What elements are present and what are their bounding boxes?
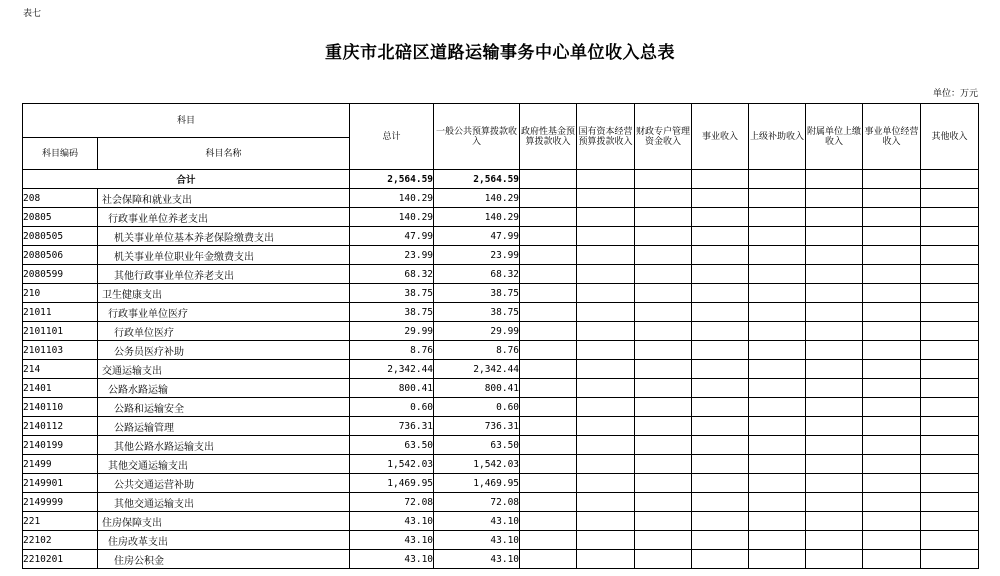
- total-cell: 38.75: [350, 284, 434, 303]
- table-row: [23, 474, 979, 493]
- empty-cell: [692, 265, 749, 284]
- general-budget-cell: 2,342.44: [434, 360, 520, 379]
- empty-cell: [520, 512, 577, 531]
- total-cell: 0.60: [350, 398, 434, 417]
- empty-cell: [692, 417, 749, 436]
- subject-name-cell: 公路水路运输: [98, 379, 350, 398]
- empty-cell: [863, 512, 921, 531]
- general-budget-cell: 43.10: [434, 531, 520, 550]
- empty-cell: [806, 455, 863, 474]
- empty-cell: [921, 322, 979, 341]
- empty-cell: [520, 550, 577, 569]
- empty-cell: [921, 417, 979, 436]
- empty-cell: [577, 284, 635, 303]
- total-cell: 43.10: [350, 531, 434, 550]
- empty-cell: [749, 360, 806, 379]
- unit-label: 单位：万元: [932, 89, 978, 99]
- general-budget-cell: 1,542.03: [434, 455, 520, 474]
- subject-name-cell: 其他交通运输支出: [98, 493, 350, 512]
- empty-cell: [806, 360, 863, 379]
- empty-cell: [749, 170, 806, 189]
- subject-name-cell: 机关事业单位基本养老保险缴费支出: [98, 227, 350, 246]
- empty-cell: [749, 531, 806, 550]
- empty-cell: [635, 436, 692, 455]
- empty-cell: [692, 322, 749, 341]
- page-title: 重庆市北碚区道路运输事务中心单位收入总表: [325, 43, 675, 63]
- table-row: [23, 417, 979, 436]
- total-general-cell: 2,564.59: [434, 170, 520, 189]
- total-cell: 43.10: [350, 512, 434, 531]
- empty-cell: [635, 227, 692, 246]
- empty-cell: [635, 550, 692, 569]
- empty-cell: [520, 265, 577, 284]
- total-row: [23, 170, 979, 189]
- empty-cell: [921, 265, 979, 284]
- total-cell: 68.32: [350, 265, 434, 284]
- empty-cell: [806, 379, 863, 398]
- header-subject-code: 科目编码: [23, 138, 98, 170]
- empty-cell: [577, 398, 635, 417]
- empty-cell: [692, 246, 749, 265]
- subject-code-cell: 2149901: [23, 474, 98, 493]
- empty-cell: [635, 303, 692, 322]
- empty-cell: [692, 436, 749, 455]
- empty-cell: [520, 246, 577, 265]
- subject-name-cell: 机关事业单位职业年金缴费支出: [98, 246, 350, 265]
- empty-cell: [635, 170, 692, 189]
- subject-code-cell: 2101101: [23, 322, 98, 341]
- total-cell: 43.10: [350, 550, 434, 569]
- table-row: [23, 227, 979, 246]
- empty-cell: [577, 512, 635, 531]
- general-budget-cell: 43.10: [434, 512, 520, 531]
- empty-cell: [692, 379, 749, 398]
- total-cell: 72.08: [350, 493, 434, 512]
- table-row: [23, 436, 979, 455]
- header-affiliated-income: 附属单位上缴收入: [806, 104, 863, 170]
- empty-cell: [692, 189, 749, 208]
- subject-name-cell: 行政单位医疗: [98, 322, 350, 341]
- empty-cell: [863, 322, 921, 341]
- empty-cell: [749, 550, 806, 569]
- empty-cell: [635, 284, 692, 303]
- table-row: [23, 493, 979, 512]
- empty-cell: [749, 379, 806, 398]
- empty-cell: [692, 170, 749, 189]
- subject-name-cell: 公务员医疗补助: [98, 341, 350, 360]
- table-row: [23, 189, 979, 208]
- empty-cell: [635, 265, 692, 284]
- empty-cell: [635, 512, 692, 531]
- empty-cell: [520, 360, 577, 379]
- empty-cell: [635, 417, 692, 436]
- empty-cell: [921, 284, 979, 303]
- empty-cell: [692, 398, 749, 417]
- empty-cell: [749, 512, 806, 531]
- subject-name-cell: 其他交通运输支出: [98, 455, 350, 474]
- subject-code-cell: 221: [23, 512, 98, 531]
- subject-code-cell: 20805: [23, 208, 98, 227]
- header-fiscal-special: 财政专户管理资金收入: [635, 104, 692, 170]
- subject-code-cell: 2080506: [23, 246, 98, 265]
- empty-cell: [806, 246, 863, 265]
- empty-cell: [520, 208, 577, 227]
- empty-cell: [692, 227, 749, 246]
- empty-cell: [921, 512, 979, 531]
- header-business-income: 事业收入: [692, 104, 749, 170]
- empty-cell: [692, 550, 749, 569]
- subject-code-cell: 2080599: [23, 265, 98, 284]
- empty-cell: [863, 474, 921, 493]
- header-other-income: 其他收入: [921, 104, 979, 170]
- empty-cell: [520, 322, 577, 341]
- empty-cell: [863, 436, 921, 455]
- empty-cell: [635, 531, 692, 550]
- subject-name-cell: 住房保障支出: [98, 512, 350, 531]
- total-cell: 47.99: [350, 227, 434, 246]
- table-row: [23, 246, 979, 265]
- general-budget-cell: 8.76: [434, 341, 520, 360]
- table-row: [23, 208, 979, 227]
- empty-cell: [806, 474, 863, 493]
- empty-cell: [692, 531, 749, 550]
- table-row: [23, 360, 979, 379]
- table-number-label: 表七: [23, 9, 42, 19]
- subject-code-cell: 2140110: [23, 398, 98, 417]
- empty-cell: [577, 265, 635, 284]
- empty-cell: [692, 512, 749, 531]
- empty-cell: [749, 246, 806, 265]
- empty-cell: [692, 284, 749, 303]
- subject-name-cell: 其他行政事业单位养老支出: [98, 265, 350, 284]
- empty-cell: [692, 208, 749, 227]
- empty-cell: [806, 436, 863, 455]
- subject-name-cell: 公共交通运营补助: [98, 474, 350, 493]
- subject-code-cell: 2080505: [23, 227, 98, 246]
- empty-cell: [635, 379, 692, 398]
- subject-code-cell: 22102: [23, 531, 98, 550]
- empty-cell: [577, 455, 635, 474]
- empty-cell: [635, 189, 692, 208]
- empty-cell: [806, 341, 863, 360]
- empty-cell: [635, 246, 692, 265]
- general-budget-cell: 23.99: [434, 246, 520, 265]
- empty-cell: [520, 398, 577, 417]
- subject-code-cell: 208: [23, 189, 98, 208]
- subject-code-cell: 21499: [23, 455, 98, 474]
- subject-name-cell: 行政事业单位养老支出: [98, 208, 350, 227]
- subject-name-cell: 社会保障和就业支出: [98, 189, 350, 208]
- empty-cell: [520, 493, 577, 512]
- empty-cell: [635, 398, 692, 417]
- empty-cell: [520, 189, 577, 208]
- income-table: [22, 103, 979, 569]
- empty-cell: [749, 284, 806, 303]
- subject-name-cell: 住房公积金: [98, 550, 350, 569]
- empty-cell: [921, 341, 979, 360]
- total-cell: 29.99: [350, 322, 434, 341]
- empty-cell: [863, 417, 921, 436]
- empty-cell: [921, 398, 979, 417]
- empty-cell: [749, 474, 806, 493]
- subject-name-cell: 公路运输管理: [98, 417, 350, 436]
- general-budget-cell: 47.99: [434, 227, 520, 246]
- header-total: 总计: [350, 104, 434, 170]
- empty-cell: [749, 341, 806, 360]
- empty-cell: [921, 493, 979, 512]
- header-subject: 科目: [23, 104, 350, 138]
- total-cell: 800.41: [350, 379, 434, 398]
- empty-cell: [635, 360, 692, 379]
- empty-cell: [635, 322, 692, 341]
- general-budget-cell: 1,469.95: [434, 474, 520, 493]
- table-row: [23, 550, 979, 569]
- subject-code-cell: 21401: [23, 379, 98, 398]
- empty-cell: [692, 474, 749, 493]
- empty-cell: [806, 227, 863, 246]
- empty-cell: [577, 531, 635, 550]
- empty-cell: [806, 208, 863, 227]
- empty-cell: [749, 303, 806, 322]
- total-cell: 8.76: [350, 341, 434, 360]
- empty-cell: [577, 227, 635, 246]
- empty-cell: [520, 341, 577, 360]
- empty-cell: [921, 550, 979, 569]
- empty-cell: [921, 170, 979, 189]
- header-general-budget: 一般公共预算拨款收入: [434, 104, 520, 170]
- empty-cell: [577, 360, 635, 379]
- empty-cell: [921, 531, 979, 550]
- table-row: [23, 455, 979, 474]
- empty-cell: [635, 493, 692, 512]
- empty-cell: [520, 303, 577, 322]
- subject-name-cell: 住房改革支出: [98, 531, 350, 550]
- general-budget-cell: 140.29: [434, 189, 520, 208]
- empty-cell: [863, 284, 921, 303]
- empty-cell: [520, 227, 577, 246]
- empty-cell: [635, 455, 692, 474]
- empty-cell: [520, 284, 577, 303]
- empty-cell: [577, 322, 635, 341]
- total-label: 合计: [23, 170, 350, 189]
- subject-code-cell: 214: [23, 360, 98, 379]
- empty-cell: [863, 227, 921, 246]
- header-business-operation: 事业单位经营收入: [863, 104, 921, 170]
- general-budget-cell: 43.10: [434, 550, 520, 569]
- empty-cell: [863, 303, 921, 322]
- empty-cell: [806, 284, 863, 303]
- table-row: [23, 512, 979, 531]
- empty-cell: [806, 493, 863, 512]
- total-cell: 1,542.03: [350, 455, 434, 474]
- general-budget-cell: 736.31: [434, 417, 520, 436]
- empty-cell: [921, 227, 979, 246]
- empty-cell: [749, 417, 806, 436]
- empty-cell: [577, 208, 635, 227]
- subject-name-cell: 行政事业单位医疗: [98, 303, 350, 322]
- general-budget-cell: 140.29: [434, 208, 520, 227]
- header-subject-name: 科目名称: [98, 138, 350, 170]
- table-row: [23, 341, 979, 360]
- subject-code-cell: 2149999: [23, 493, 98, 512]
- empty-cell: [806, 265, 863, 284]
- empty-cell: [863, 531, 921, 550]
- empty-cell: [749, 455, 806, 474]
- empty-cell: [692, 455, 749, 474]
- empty-cell: [577, 417, 635, 436]
- empty-cell: [577, 341, 635, 360]
- empty-cell: [749, 265, 806, 284]
- empty-cell: [921, 379, 979, 398]
- empty-cell: [749, 398, 806, 417]
- empty-cell: [806, 417, 863, 436]
- total-cell: 1,469.95: [350, 474, 434, 493]
- empty-cell: [520, 531, 577, 550]
- empty-cell: [749, 322, 806, 341]
- empty-cell: [749, 208, 806, 227]
- table-row: [23, 531, 979, 550]
- empty-cell: [635, 208, 692, 227]
- subject-name-cell: 公路和运输安全: [98, 398, 350, 417]
- empty-cell: [749, 436, 806, 455]
- table-row: [23, 303, 979, 322]
- empty-cell: [692, 493, 749, 512]
- empty-cell: [863, 493, 921, 512]
- empty-cell: [577, 189, 635, 208]
- empty-cell: [863, 208, 921, 227]
- empty-cell: [921, 455, 979, 474]
- empty-cell: [577, 170, 635, 189]
- total-cell: 63.50: [350, 436, 434, 455]
- empty-cell: [520, 379, 577, 398]
- empty-cell: [520, 417, 577, 436]
- subject-name-cell: 其他公路水路运输支出: [98, 436, 350, 455]
- empty-cell: [863, 398, 921, 417]
- empty-cell: [921, 436, 979, 455]
- subject-code-cell: 2140112: [23, 417, 98, 436]
- empty-cell: [921, 246, 979, 265]
- empty-cell: [863, 341, 921, 360]
- empty-cell: [806, 170, 863, 189]
- empty-cell: [577, 436, 635, 455]
- table-row: [23, 322, 979, 341]
- empty-cell: [863, 379, 921, 398]
- empty-cell: [520, 436, 577, 455]
- total-cell: 23.99: [350, 246, 434, 265]
- header-superior-subsidy: 上级补助收入: [749, 104, 806, 170]
- empty-cell: [520, 474, 577, 493]
- total-cell: 2,342.44: [350, 360, 434, 379]
- header-gov-fund: 政府性基金预算拨款收入: [520, 104, 577, 170]
- total-cell: 140.29: [350, 189, 434, 208]
- total-cell: 140.29: [350, 208, 434, 227]
- empty-cell: [520, 170, 577, 189]
- total-total-cell: 2,564.59: [350, 170, 434, 189]
- table-row: [23, 265, 979, 284]
- empty-cell: [921, 303, 979, 322]
- empty-cell: [863, 246, 921, 265]
- general-budget-cell: 29.99: [434, 322, 520, 341]
- table-row: [23, 398, 979, 417]
- subject-code-cell: 2140199: [23, 436, 98, 455]
- empty-cell: [749, 189, 806, 208]
- empty-cell: [806, 531, 863, 550]
- empty-cell: [806, 189, 863, 208]
- empty-cell: [863, 550, 921, 569]
- empty-cell: [577, 303, 635, 322]
- empty-cell: [806, 303, 863, 322]
- total-cell: 736.31: [350, 417, 434, 436]
- empty-cell: [692, 303, 749, 322]
- empty-cell: [749, 227, 806, 246]
- empty-cell: [806, 512, 863, 531]
- subject-code-cell: 2210201: [23, 550, 98, 569]
- empty-cell: [577, 493, 635, 512]
- subject-name-cell: 交通运输支出: [98, 360, 350, 379]
- empty-cell: [921, 208, 979, 227]
- general-budget-cell: 0.60: [434, 398, 520, 417]
- general-budget-cell: 63.50: [434, 436, 520, 455]
- empty-cell: [577, 246, 635, 265]
- empty-cell: [806, 322, 863, 341]
- empty-cell: [577, 550, 635, 569]
- general-budget-cell: 800.41: [434, 379, 520, 398]
- empty-cell: [577, 379, 635, 398]
- general-budget-cell: 68.32: [434, 265, 520, 284]
- total-cell: 38.75: [350, 303, 434, 322]
- empty-cell: [806, 398, 863, 417]
- subject-code-cell: 2101103: [23, 341, 98, 360]
- empty-cell: [692, 341, 749, 360]
- subject-code-cell: 21011: [23, 303, 98, 322]
- empty-cell: [635, 474, 692, 493]
- empty-cell: [806, 550, 863, 569]
- general-budget-cell: 72.08: [434, 493, 520, 512]
- empty-cell: [863, 360, 921, 379]
- subject-name-cell: 卫生健康支出: [98, 284, 350, 303]
- empty-cell: [921, 474, 979, 493]
- empty-cell: [921, 189, 979, 208]
- empty-cell: [863, 455, 921, 474]
- table-row: [23, 284, 979, 303]
- empty-cell: [863, 189, 921, 208]
- general-budget-cell: 38.75: [434, 284, 520, 303]
- subject-code-cell: 210: [23, 284, 98, 303]
- empty-cell: [921, 360, 979, 379]
- empty-cell: [863, 170, 921, 189]
- table-row: [23, 379, 979, 398]
- empty-cell: [577, 474, 635, 493]
- header-state-capital: 国有资本经营预算拨款收入: [577, 104, 635, 170]
- empty-cell: [692, 360, 749, 379]
- empty-cell: [520, 455, 577, 474]
- empty-cell: [635, 341, 692, 360]
- general-budget-cell: 38.75: [434, 303, 520, 322]
- empty-cell: [749, 493, 806, 512]
- empty-cell: [863, 265, 921, 284]
